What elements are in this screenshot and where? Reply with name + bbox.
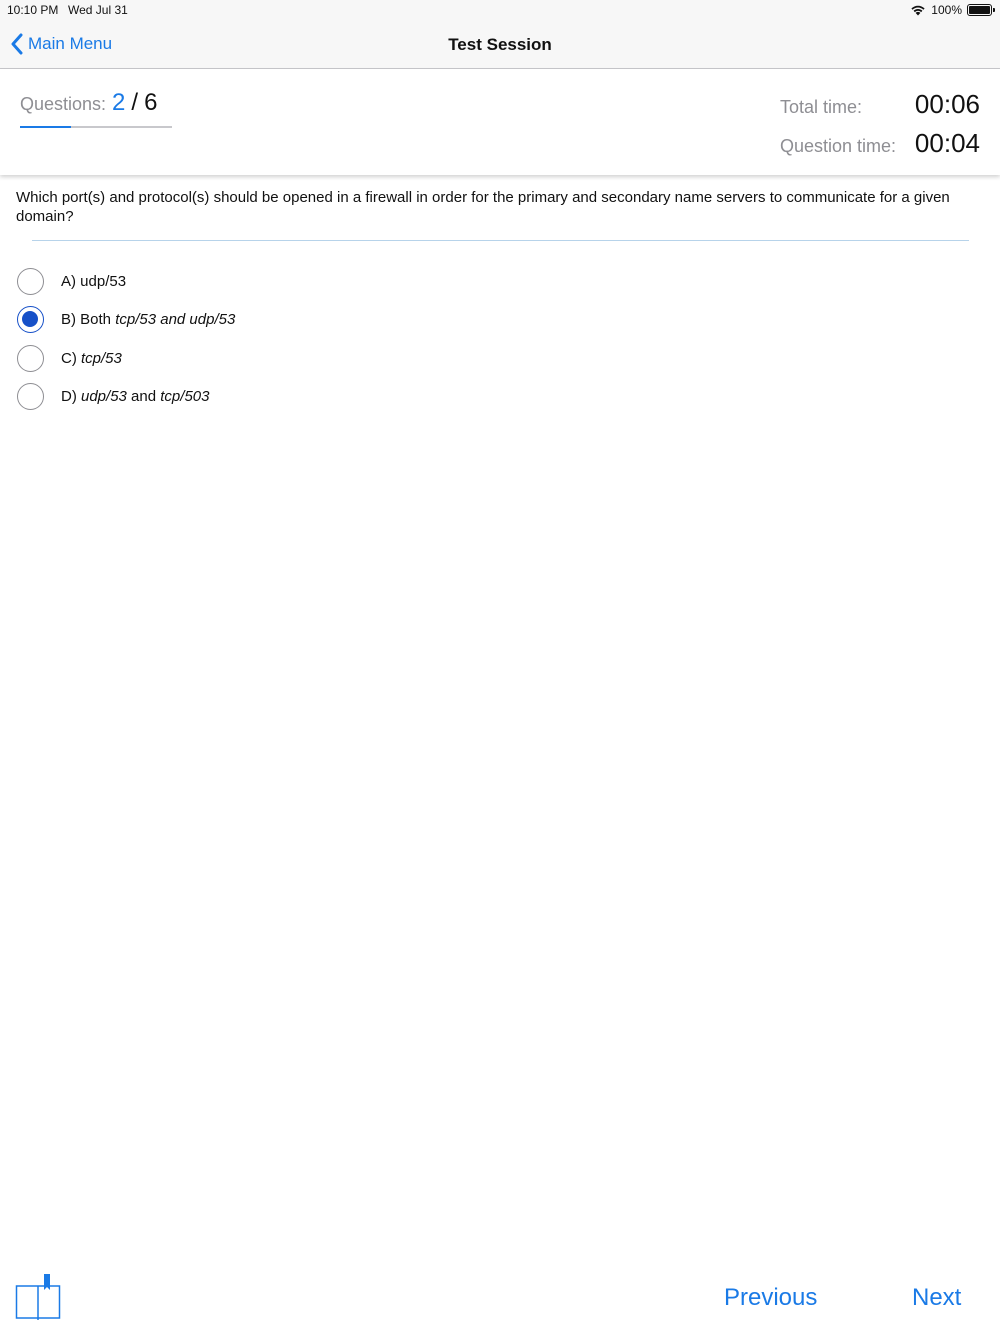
question-progress-fill (20, 126, 71, 128)
radio-button[interactable] (17, 345, 44, 372)
question-time-row (780, 128, 980, 159)
answer-list (17, 262, 235, 416)
page-title: Test Session (448, 35, 552, 54)
question-separator: / (131, 89, 139, 116)
question-divider (32, 240, 969, 241)
total-time-value: 00:06 (914, 89, 980, 119)
question-time-value: 00:04 (914, 128, 980, 158)
total-questions-number: 6 (144, 89, 158, 116)
answer-option-c[interactable] (17, 339, 235, 378)
answer-option-a[interactable] (17, 262, 235, 301)
answer-label: A) udp/53 (61, 272, 127, 290)
status-date: Wed Jul 31 (68, 3, 128, 17)
previous-button[interactable]: Previous (724, 1284, 818, 1311)
total-time-label: Total time: (780, 97, 863, 117)
status-bar (0, 0, 1000, 22)
session-header (0, 69, 1000, 175)
question-time-label: Question time: (780, 136, 897, 156)
battery-percent: 100% (931, 3, 962, 17)
bookmark-book-icon[interactable] (15, 1274, 61, 1320)
current-question-number: 2 (112, 89, 126, 116)
questions-label: Questions: (20, 94, 107, 114)
back-button-label: Main Menu (28, 34, 113, 53)
question-text: Which port(s) and protocol(s) should be opened in a firewall in order for the primary and secondary name servers to communicate for a given domain? (16, 189, 950, 225)
answer-label: B) Both tcp/53 and udp/53 (61, 311, 236, 329)
navigation-bar (0, 22, 1000, 69)
radio-button[interactable] (17, 383, 44, 410)
battery-icon (967, 4, 992, 16)
bottom-toolbar (0, 1264, 1000, 1334)
radio-button[interactable] (17, 268, 44, 295)
question-progress-bar (20, 126, 172, 128)
answer-label: D) udp/53 and tcp/503 (61, 388, 210, 406)
total-time-row (780, 89, 980, 120)
question-counter (20, 89, 172, 129)
radio-button-selected[interactable] (17, 306, 44, 333)
wifi-icon (910, 4, 926, 16)
answer-option-d[interactable] (17, 378, 235, 417)
answer-option-b[interactable] (17, 301, 235, 340)
status-time: 10:10 PM (7, 3, 59, 17)
radio-selected-dot (22, 311, 38, 327)
status-indicators (910, 3, 992, 17)
answer-label: C) tcp/53 (61, 349, 122, 367)
next-button[interactable]: Next (912, 1284, 962, 1311)
